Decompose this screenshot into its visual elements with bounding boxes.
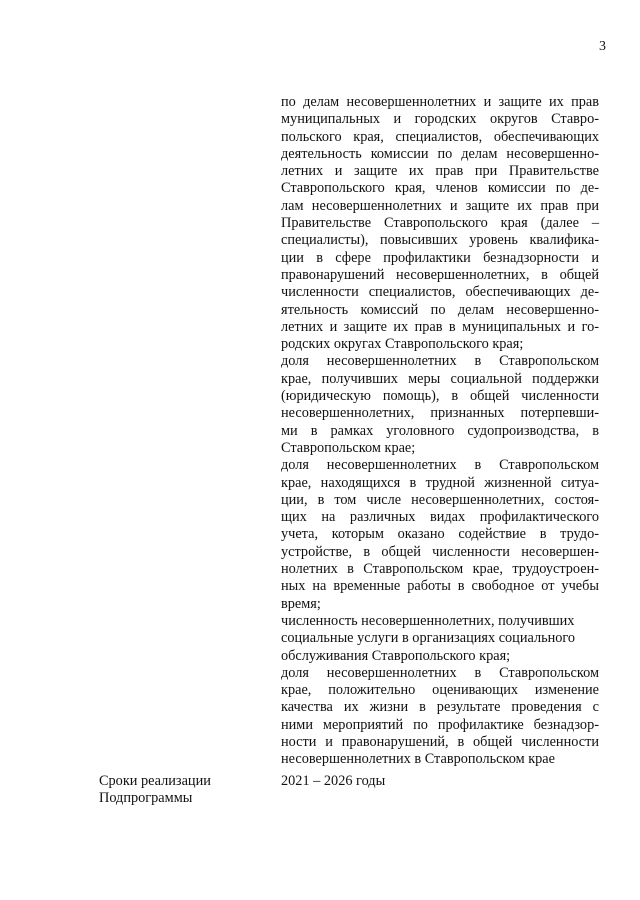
text-line: крае, находящихся в трудной жизненной ситуа-	[281, 474, 599, 491]
text-line: обслуживания Ставропольского края;	[281, 647, 511, 664]
text-line: по делам несовершеннолетних и защите их прав	[281, 94, 599, 110]
text-line: нолетних в Ставропольском крае, трудоустроен-	[281, 561, 599, 578]
text-line: лам несовершеннолетних и защите их прав при	[281, 197, 599, 214]
text-line: родских округах Ставропольского края;	[281, 336, 524, 353]
text-line: летних и защите их прав при Правительстве	[281, 163, 599, 180]
text-line: ятельность комиссий по делам несовершенно-	[281, 301, 599, 318]
text-line: устройстве, в общей численности несовершен-	[281, 543, 599, 560]
text-line: деятельность комиссии по делам несовершенно-	[281, 145, 599, 162]
text-line: Ставропольского края, членов комиссии по де-	[281, 180, 599, 197]
text-line: муниципальных и городских округов Ставро-	[281, 111, 599, 128]
text-line: (юридическую помощь), в общей численности	[281, 388, 599, 405]
text-line: ных на временные работы в свободное от учебы	[281, 578, 599, 595]
indicators-text-block	[281, 94, 599, 769]
implementation-term-label-line: Сроки реализации	[99, 773, 211, 789]
text-line: щих на различных видах профилактического	[281, 509, 599, 526]
text-line: доля несовершеннолетних в Ставропольском	[281, 353, 599, 370]
text-line: качества их жизни в результате проведения с	[281, 699, 599, 716]
page-number: 3	[599, 39, 606, 54]
text-line: Правительстве Ставропольского края (далее –	[281, 215, 599, 232]
text-line: польского края, специалистов, обеспечивающих	[281, 128, 599, 145]
text-line: доля несовершеннолетних в Ставропольском	[281, 664, 599, 681]
text-line: численность несовершеннолетних, получивших	[281, 612, 575, 629]
text-line: Ставропольском крае;	[281, 439, 416, 456]
implementation-term-label	[99, 773, 211, 808]
implementation-term-label-line: Подпрограммы	[99, 790, 193, 807]
text-line: несовершеннолетних в Ставропольском крае	[281, 751, 555, 768]
text-line: ними мероприятий по профилактике безнадзор-	[281, 716, 599, 733]
text-line: ции в сфере профилактики безнадзорности и	[281, 249, 599, 266]
text-line: крае, получивших меры социальной поддержки	[281, 370, 599, 387]
text-line: специалисты), повысивших уровень квалифика-	[281, 232, 599, 249]
implementation-term-value: 2021 – 2026 годы	[281, 773, 386, 789]
text-line: доля несовершеннолетних в Ставропольском	[281, 457, 599, 474]
text-line: крае, положительно оценивающих изменение	[281, 682, 599, 699]
text-line: социальные услуги в организациях социального	[281, 630, 576, 647]
text-line: ности и правонарушений, в общей численности	[281, 733, 599, 750]
text-line: правонарушений несовершеннолетних, в общей	[281, 266, 599, 283]
text-line: время;	[281, 595, 321, 612]
text-line: ми в рамках уголовного судопроизводства, в	[281, 422, 599, 439]
text-line: несовершеннолетних, признанных потерпевши-	[281, 405, 599, 422]
text-line: учета, которым оказано содействие в трудо-	[281, 526, 599, 543]
text-line: численности специалистов, обеспечивающих де-	[281, 284, 599, 301]
text-line: ции, в том числе несовершеннолетних, состоя-	[281, 491, 599, 508]
text-line: летних и защите их прав в муниципальных и го-	[281, 318, 599, 335]
